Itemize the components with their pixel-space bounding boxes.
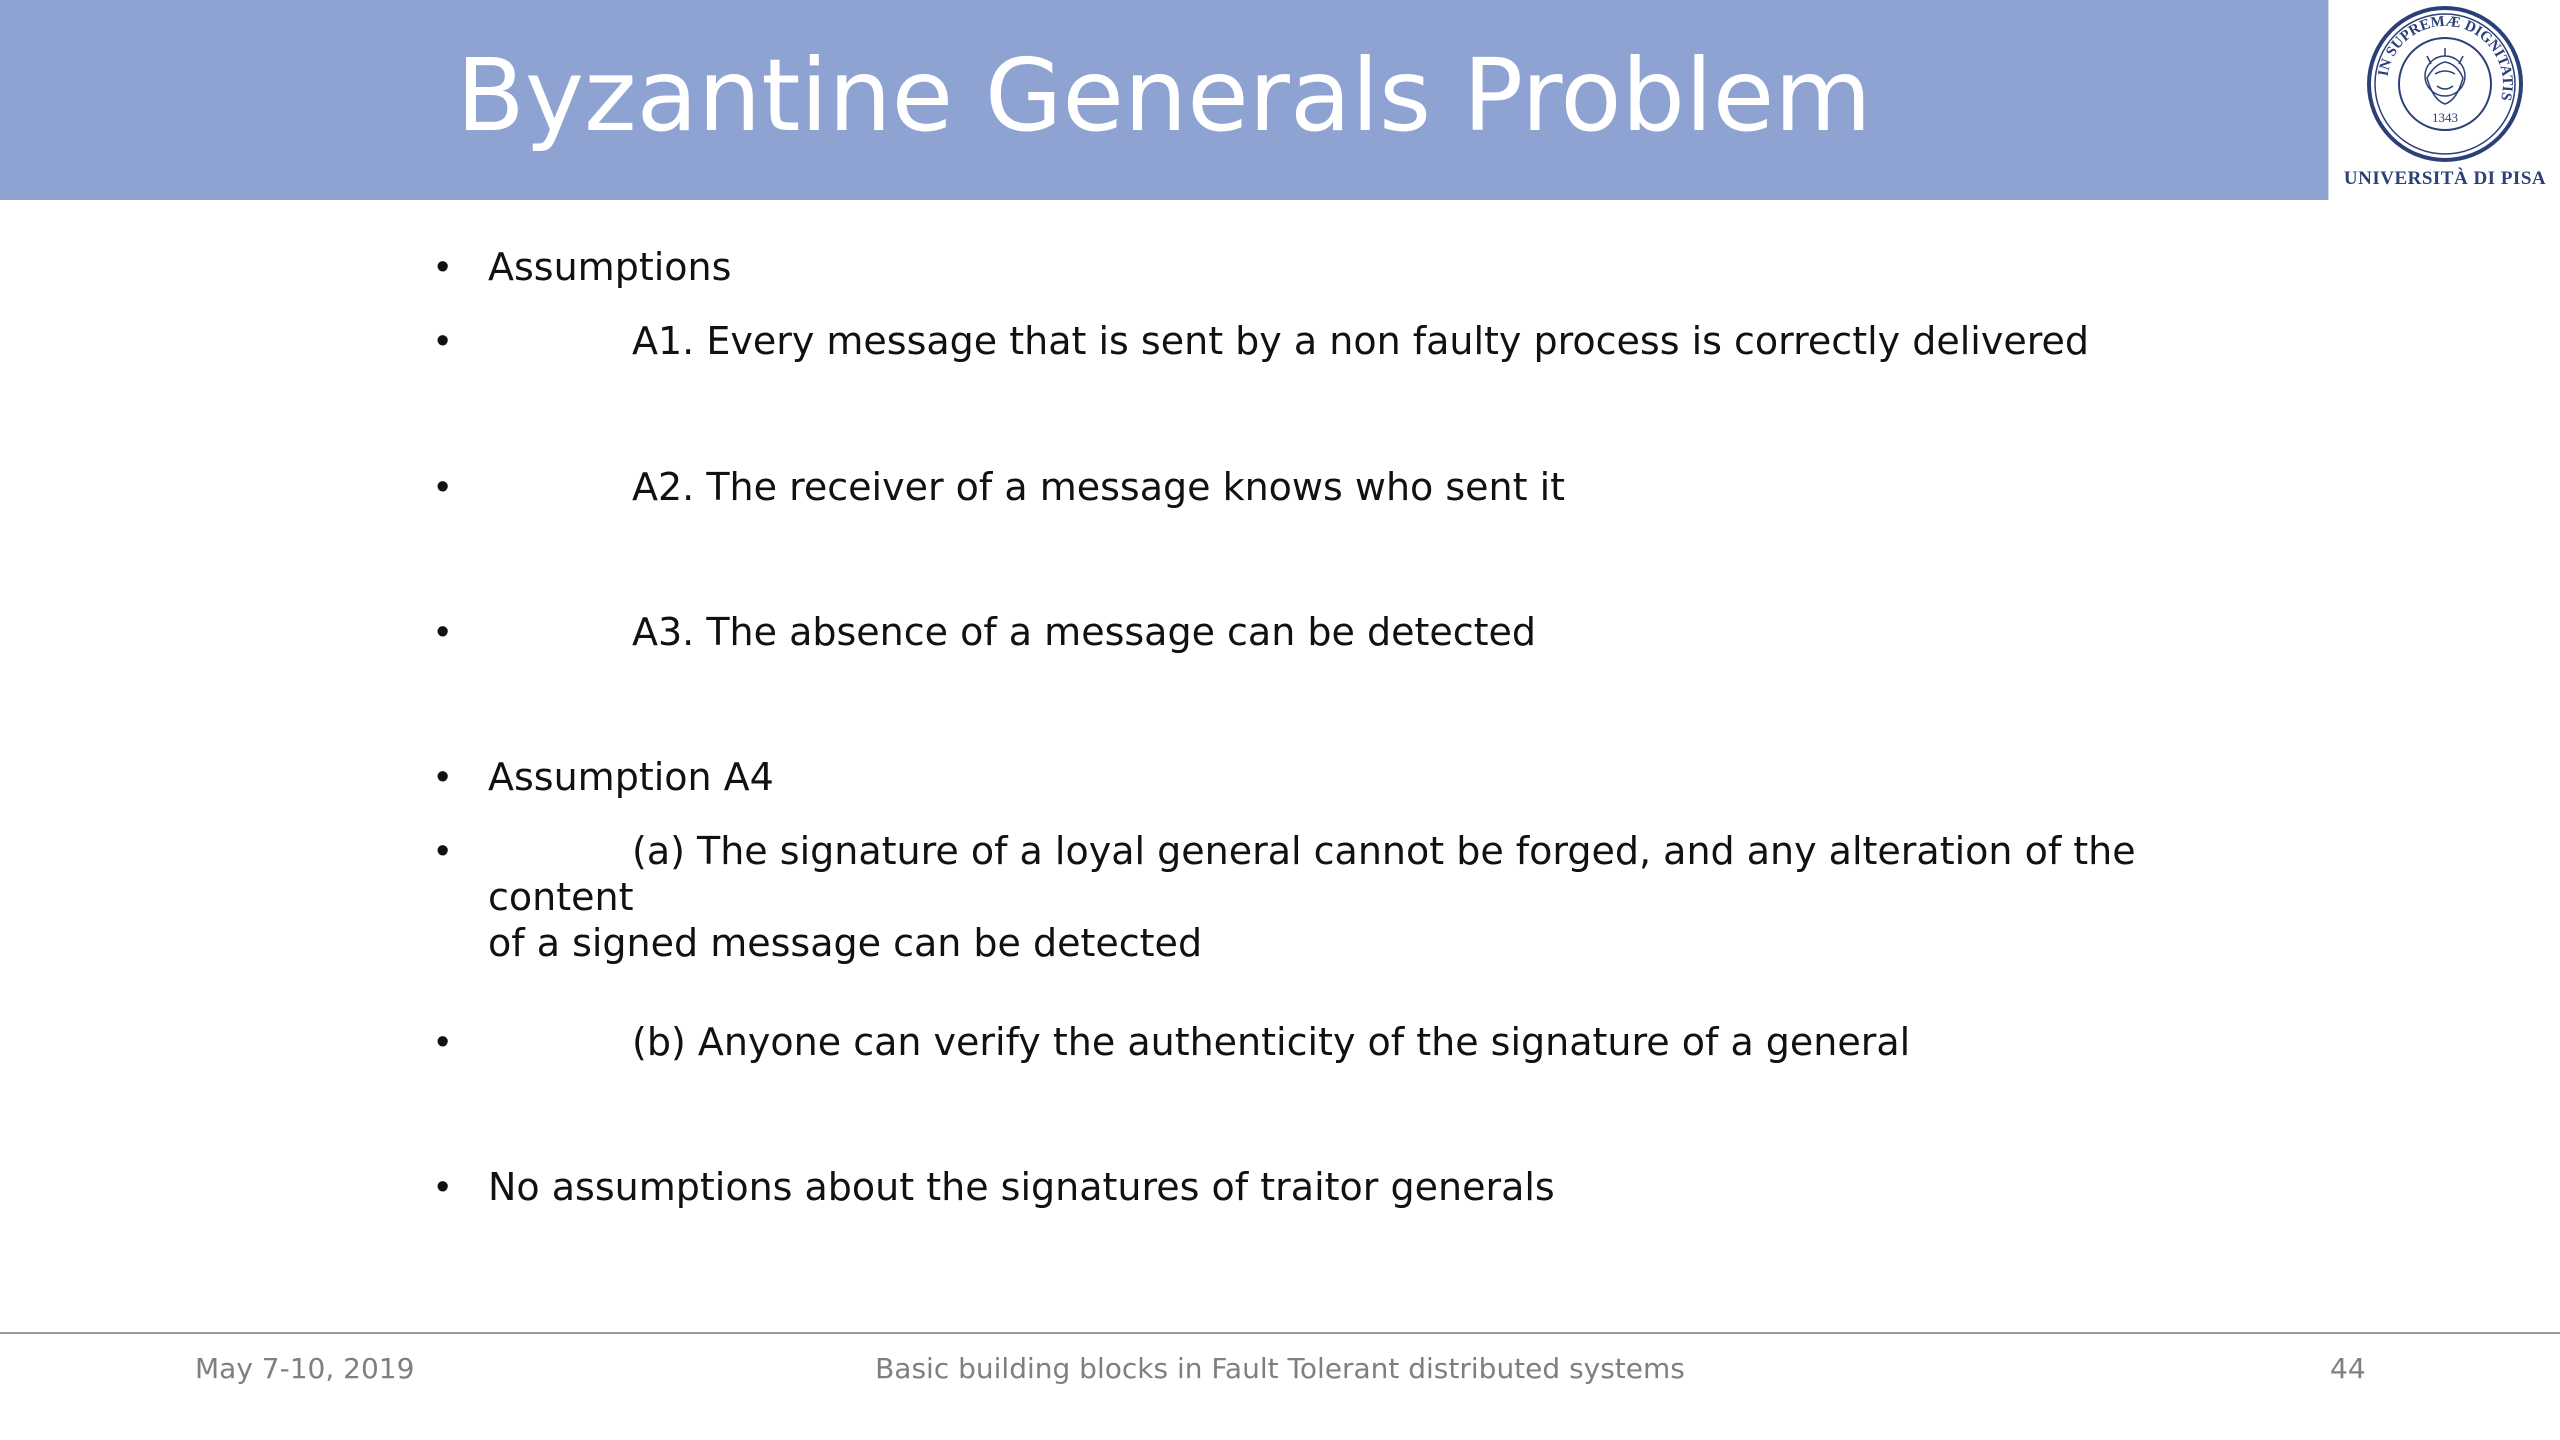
bullet-no-assumptions: No assumptions about the signatures of traitor generals: [488, 1165, 1555, 1209]
bullet-marker: •: [436, 466, 450, 508]
bullet-a4a: (a) The signature of a loyal general cannot be forged, and any alteration of the content of a signed message can be detected: [488, 829, 2136, 965]
bullet-marker: •: [436, 246, 450, 288]
bullet-assumptions: Assumptions: [488, 245, 732, 289]
footer-divider: [0, 1332, 2560, 1334]
seal-motto: IN SUPREMÆ DIGNITATIS: [2375, 13, 2516, 103]
slide-title: Byzantine Generals Problem: [456, 36, 1872, 154]
bullet-marker: •: [436, 1166, 450, 1208]
seal-year: 1343: [2432, 110, 2458, 125]
bullet-a4b: (b) Anyone can verify the authenticity of the signature of a general: [632, 1020, 1911, 1064]
bullet-marker: •: [436, 830, 450, 872]
logo-caption: UNIVERSITÀ DI PISA: [2343, 168, 2547, 189]
footer-page-number: 44: [2330, 1352, 2366, 1385]
bullet-a3: A3. The absence of a message can be detected: [632, 610, 1537, 654]
bullet-assumption-a4: Assumption A4: [488, 755, 774, 799]
bullet-marker: •: [436, 320, 450, 362]
bullet-marker: •: [436, 756, 450, 798]
bullet-a2: A2. The receiver of a message knows who sent it: [632, 465, 1566, 509]
bullet-marker: •: [436, 1021, 450, 1063]
footer-course-title: Basic building blocks in Fault Tolerant distributed systems: [875, 1352, 1685, 1385]
bullet-marker: •: [436, 611, 450, 653]
footer-date: May 7-10, 2019: [195, 1352, 415, 1385]
bullet-a1: A1. Every message that is sent by a non faulty process is correctly delivered: [632, 319, 2089, 363]
